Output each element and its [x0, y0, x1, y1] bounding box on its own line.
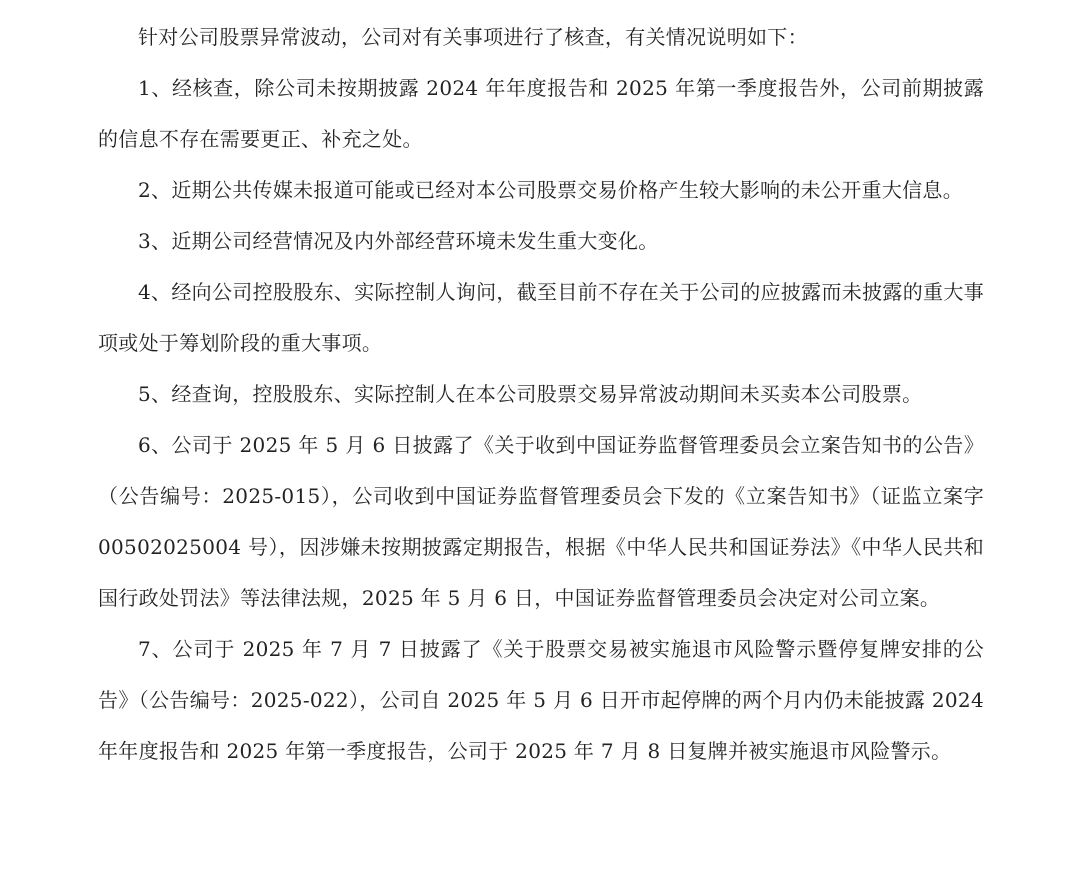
- item-7-paragraph: 7、公司于 2025 年 7 月 7 日披露了《关于股票交易被实施退市风险警示暨停复牌安排的公告》（公告编号：2025-022），公司自 2025 年 5 月 6 日开市起停牌的两个月内仍未能披露 2024 年年度报告和 2025 年第一季度报告，公司于 2025 年 7 月 8 日复牌并被实施退市风险警示。: [98, 637, 984, 763]
- intro-paragraph: 针对公司股票异常波动，公司对有关事项进行了核查，有关情况说明如下：: [138, 25, 808, 49]
- item-3-paragraph: 3、近期公司经营情况及内外部经营环境未发生重大变化。: [138, 229, 659, 253]
- item-6-paragraph: 6、公司于 2025 年 5 月 6 日披露了《关于收到中国证券监督管理委员会立案告知书的公告》（公告编号：2025-015），公司收到中国证券监督管理委员会下发的《立案告知书》（证监立案字 00502025004 号），因涉嫌未按期披露定期报告，根据《中华人民共和国证券法》《中华人民共和国行政处罚法》等法律法规，2025 年 5 月 6 日，中国证券监督管理委员会决定对公司立案。: [98, 433, 984, 610]
- item-1-paragraph: 1、经核查，除公司未按期披露 2024 年年度报告和 2025 年第一季度报告外，公司前期披露的信息不存在需要更正、补充之处。: [98, 76, 984, 151]
- item-2-paragraph: 2、近期公共传媒未报道可能或已经对本公司股票交易价格产生较大影响的未公开重大信息。: [138, 178, 964, 202]
- item-4-paragraph: 4、经向公司控股股东、实际控制人询问，截至目前不存在关于公司的应披露而未披露的重大事项或处于筹划阶段的重大事项。: [98, 280, 984, 355]
- document-body: [98, 0, 984, 777]
- item-5-paragraph: 5、经查询，控股股东、实际控制人在本公司股票交易异常波动期间未买卖本公司股票。: [138, 382, 923, 406]
